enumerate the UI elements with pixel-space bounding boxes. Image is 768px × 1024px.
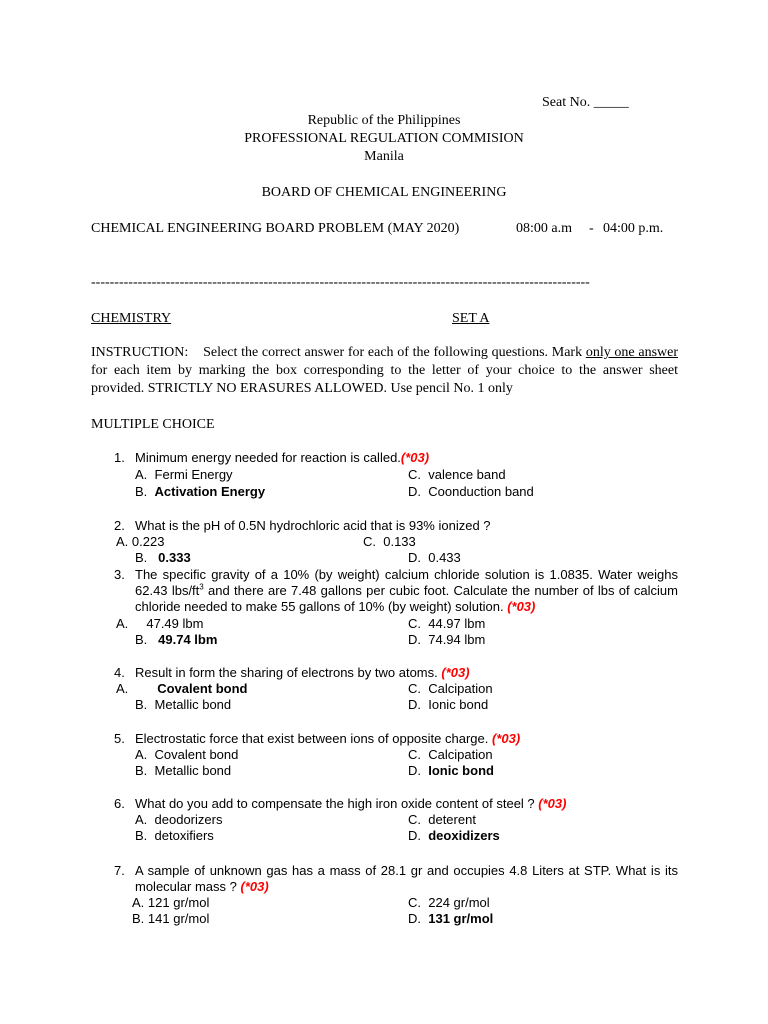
exam-time-start: 08:00 a.m [516, 221, 572, 236]
question-3-choice-c: C. 44.97 lbm [408, 616, 486, 631]
question-6-choice-c: C. deterent [408, 812, 476, 827]
question-7-choice-a: A. 121 gr/mol [132, 895, 210, 910]
question-6-text: What do you add to compensate the high iron oxide content of steel ? (*03) [135, 796, 567, 811]
exam-time-end: 04:00 p.m. [603, 221, 664, 236]
question-4-choice-d: D. Ionic bond [408, 697, 489, 712]
question-6-number: 6. [114, 796, 125, 811]
question-3-text: The specific gravity of a 10% (by weight) calcium chloride solution is 1.0835. Water weighs 62.43 lbs/$ft^3$ and there are 7.48 gallons per cubic foot. Calculate the number of lbs of calcium chloride needed to make 55 gallons of 10% (by weight) solution. (*03) [135, 567, 678, 614]
question-5-choice-d: D. Ionic bond [408, 763, 494, 778]
republic-line: Republic of the Philippines [307, 113, 461, 128]
question-5-choice-c: C. Calcipation [408, 747, 493, 762]
subject-heading: CHEMISTRY [91, 311, 172, 326]
question-3-choice-a: A. 47.49 lbm [116, 616, 204, 631]
seat-number: Seat No. _____ [542, 95, 629, 110]
instruction-label: INSTRUCTION: [91, 345, 189, 360]
question-1-choice-b: B. Activation Energy [135, 484, 266, 499]
question-4-choice-a: A. Covalent bond [116, 681, 248, 696]
question-3-number: 3. [114, 567, 125, 582]
exam-time-separator: - [589, 221, 594, 236]
question-6-choice-b: B. detoxifiers [135, 828, 214, 843]
multiple-choice-heading: MULTIPLE CHOICE [91, 417, 215, 432]
instruction-text-2: for each item by marking the box corresponding to the letter of your choice to the answer sheet provided. STRICTLY NO ERASURES ALLOWED. Use pencil No. 1 only [91, 363, 678, 396]
question-5-choice-b: B. Metallic bond [135, 763, 232, 778]
points-badge: (*03) [240, 879, 269, 894]
question-5-text: Electrostatic force that exist between ions of opposite charge. (*03) [135, 731, 521, 746]
question-4-number: 4. [114, 665, 125, 680]
question-2-choice-c: C. 0.133 [363, 534, 416, 549]
question-2-number: 2. [114, 518, 125, 533]
question-5-number: 5. [114, 731, 125, 746]
question-4-text: Result in form the sharing of electrons by two atoms. (*03) [135, 665, 470, 680]
question-1-choice-c: C. valence band [408, 467, 506, 482]
question-6-choice-d: D. deoxidizers [408, 828, 500, 843]
question-7-choice-d: D. 131 gr/mol [408, 911, 494, 926]
question-4-choice-c: C. Calcipation [408, 681, 493, 696]
exam-title: CHEMICAL ENGINEERING BOARD PROBLEM (MAY 2020) [91, 221, 460, 236]
points-badge: (*03) [441, 665, 470, 680]
question-7-number: 7. [114, 863, 125, 878]
divider-line: ----------------------------------------------------------------------------------------------------------- [91, 275, 590, 290]
points-badge: (*03) [400, 450, 430, 465]
question-6-choice-a: A. deodorizers [135, 812, 223, 827]
city-line: Manila [364, 149, 404, 164]
question-1-text: Minimum energy needed for reaction is called.(*03) [135, 450, 430, 465]
commission-line: PROFESSIONAL REGULATION COMMISION [244, 131, 524, 146]
question-2-choice-a: A. 0.223 [116, 534, 165, 549]
question-2-choice-b: B. 0.333 [135, 550, 191, 565]
question-7-text: A sample of unknown gas has a mass of 28.1 gr and occupies 4.8 Liters at STP. What is its molecular mass ? (*03) [135, 863, 678, 894]
question-2-choice-d: D. 0.433 [408, 550, 461, 565]
instruction-underline: only one answer [585, 345, 679, 360]
question-7-choice-c: C. 224 gr/mol [408, 895, 490, 910]
instruction-paragraph [91, 344, 678, 398]
question-3-choice-b: B. 49.74 lbm [135, 632, 218, 647]
question-1-choice-d: D. Coonduction band [408, 484, 534, 499]
question-5-choice-a: A. Covalent bond [135, 747, 239, 762]
question-1-choice-a: A. Fermi Energy [135, 467, 233, 482]
question-2-text: What is the pH of 0.5N hydrochloric acid that is 93% ionized ? [135, 518, 491, 533]
points-badge: (*03) [492, 731, 521, 746]
points-badge: (*03) [538, 796, 567, 811]
question-4-choice-b: B. Metallic bond [135, 697, 232, 712]
question-3-choice-d: D. 74.94 lbm [408, 632, 486, 647]
instruction-text-1: Select the correct answer for each of the following questions. Mark [203, 345, 586, 360]
board-title: BOARD OF CHEMICAL ENGINEERING [261, 185, 507, 200]
set-heading: SET A [452, 311, 490, 326]
question-7-choice-b: B. 141 gr/mol [132, 911, 210, 926]
points-badge: (*03) [507, 599, 536, 614]
question-1-number: 1. [114, 450, 125, 465]
